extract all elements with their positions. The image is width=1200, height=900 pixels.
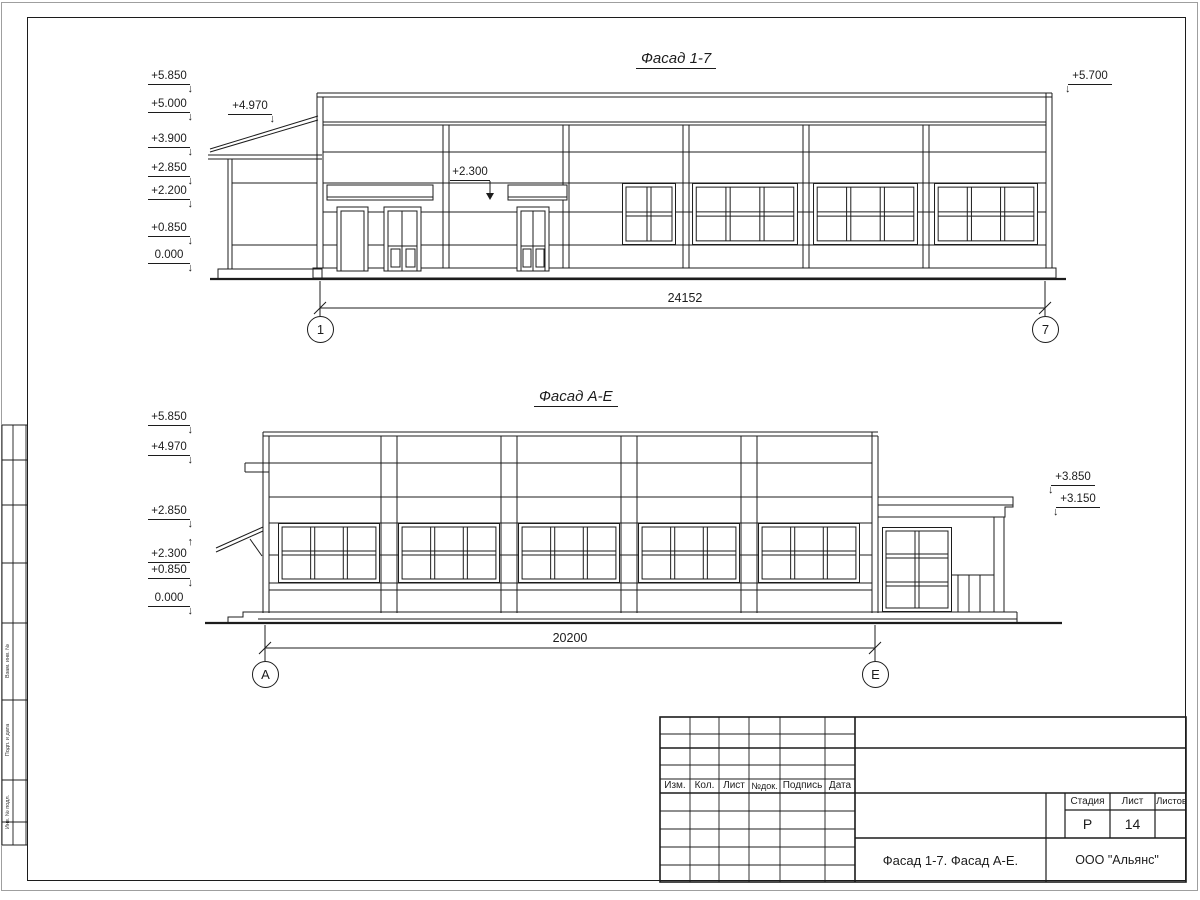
axis-bubble: 1 (307, 316, 334, 343)
elevation-mark-right (1048, 471, 1095, 496)
elevation-value: +3.900 (151, 133, 187, 145)
drawing-title: Фасад 1-7. Фасад А-Е. (882, 852, 1019, 868)
revision-header-izm: Изм. (664, 780, 686, 791)
elevation-mark (148, 592, 193, 617)
strip-label-inv: Инв. № подл. (5, 794, 11, 830)
revision-header-podpis: Подпись (782, 780, 823, 791)
elevation-mark-right (1065, 70, 1112, 95)
elevation-arrow-icon: ↓ (187, 577, 193, 589)
elevation-value: +5.700 (1072, 70, 1108, 82)
elevation-mark (148, 98, 193, 123)
elevation-arrow-icon: ↓ (187, 518, 193, 530)
elevation-mark (148, 185, 193, 210)
elevation-mark (148, 162, 193, 187)
elevation-mark (148, 564, 193, 589)
strip-label-vzam: Взам. инв. № (5, 643, 11, 679)
sheets-label: Листов (1156, 795, 1187, 807)
elevation-value: +5.850 (151, 70, 187, 82)
elevation-arrow-icon: ↑ (187, 536, 193, 548)
elevation-mark (148, 505, 193, 530)
elevation-value: +0.850 (151, 564, 187, 576)
elevation-arrow-icon: ↓ (187, 175, 193, 187)
elevation-value: +4.970 (232, 100, 268, 112)
dimension-label: 24152 (667, 291, 703, 305)
elevation-arrow-icon: ↓ (187, 198, 193, 210)
axis-bubble: 7 (1032, 316, 1059, 343)
elevation-arrow-icon: ↓ (1053, 506, 1059, 518)
elevation-mark (148, 441, 193, 466)
strip-label-podp: Подп. и дата (5, 723, 11, 757)
elevation-mark (148, 411, 193, 436)
elevation-value: +3.150 (1060, 493, 1096, 505)
elevation-arrow-icon: ↓ (187, 83, 193, 95)
facade2-title: Фасад А-Е (534, 388, 618, 407)
elevation-mark (148, 249, 193, 274)
revision-header-list: Лист (723, 780, 745, 791)
elevation-mark (148, 70, 193, 95)
sheet-label: Лист (1121, 795, 1144, 807)
elevation-mark (148, 222, 193, 247)
elevation-arrow-icon: ↓ (187, 235, 193, 247)
organization-name: ООО "Альянс" (1075, 852, 1159, 867)
sheets-value (1155, 810, 1188, 838)
elevation-mark (148, 133, 193, 158)
elevation-value: +0.850 (151, 222, 187, 234)
elevation-arrow-icon: ↓ (187, 146, 193, 158)
elevation-arrow-icon: ↓ (187, 424, 193, 436)
axis-bubble: Е (862, 661, 889, 688)
elevation-arrow-icon: ↓ (187, 605, 193, 617)
revision-header-data: Дата (828, 780, 852, 791)
dimension-label: 20200 (552, 631, 588, 645)
elevation-value: +2.300 (452, 166, 488, 178)
elevation-value: +5.000 (151, 98, 187, 110)
elevation-value: +2.850 (151, 162, 187, 174)
elevation-value: +3.850 (1055, 471, 1091, 483)
elevation-value: 0.000 (154, 592, 184, 604)
elevation-mark-lintel (450, 166, 490, 181)
elevation-arrow-icon: ↓ (1048, 484, 1054, 496)
elevation-arrow-icon: ↓ (187, 454, 193, 466)
stage-label: Стадия (1070, 795, 1105, 807)
elevation-value: +2.300 (151, 548, 187, 560)
facade1-title: Фасад 1-7 (636, 50, 716, 69)
elevation-value: 0.000 (154, 249, 184, 261)
axis-bubble: А (252, 661, 279, 688)
sheet-value: 14 (1124, 816, 1141, 832)
elevation-value: +5.850 (151, 411, 187, 423)
revision-header-kol: Кол. (694, 780, 715, 791)
elevation-arrow-icon: ↓ (187, 111, 193, 123)
stage-value: Р (1082, 816, 1093, 832)
elevation-value: +2.850 (151, 505, 187, 517)
elevation-value: +4.970 (151, 441, 187, 453)
elevation-value: +2.200 (151, 185, 187, 197)
elevation-arrow-icon: ↓ (1065, 83, 1071, 95)
elevation-arrow-icon: ↓ (269, 113, 275, 125)
elevation-arrow-icon: ↓ (187, 262, 193, 274)
revision-header-doc: №док. (751, 780, 778, 791)
elevation-mark (148, 536, 193, 563)
elevation-mark-canopy (228, 100, 275, 125)
elevation-mark-right (1053, 493, 1100, 518)
